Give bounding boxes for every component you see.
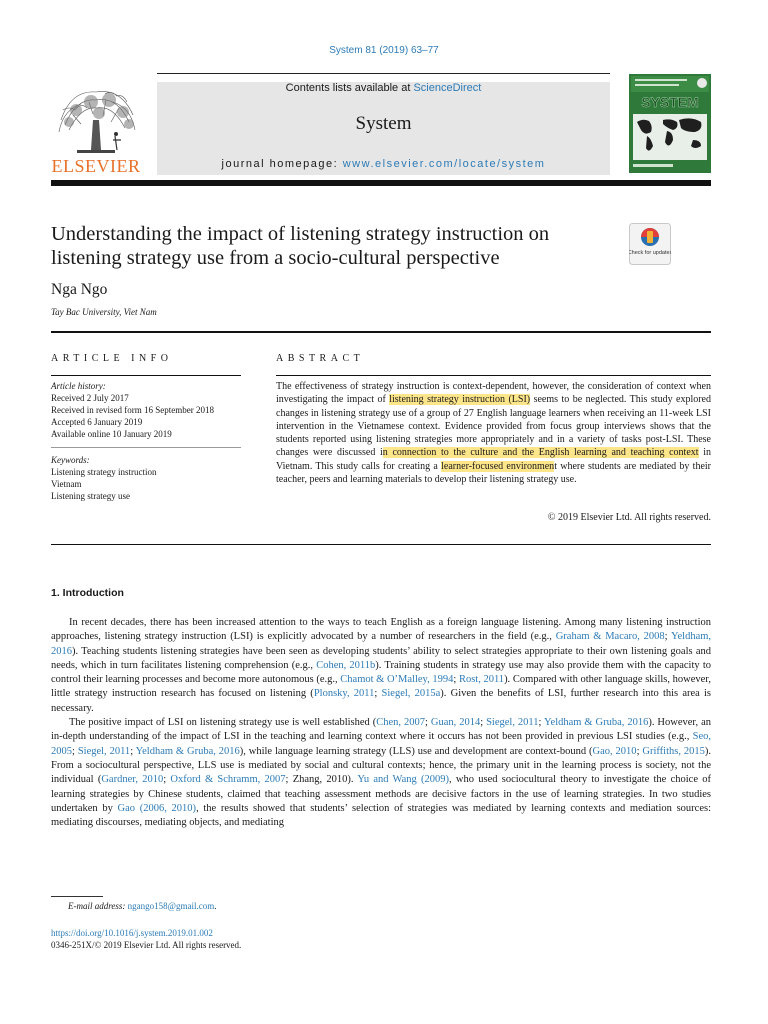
contents-line bbox=[157, 82, 610, 94]
text-run: ). Teaching students listening strategies have been seen as developing students’ ability to select strategies appropriate to their own listening goals and needs, which in turn facilitates listening comprehension (e.g., bbox=[51, 645, 711, 671]
text-run: ; bbox=[425, 717, 431, 729]
title-bottom-rule bbox=[51, 331, 711, 333]
abstract-segment: t where students are mediated by their teacher, peers and learning materials to develop their listening strategy use. bbox=[276, 460, 712, 486]
cover-title: SYSTEM bbox=[641, 94, 699, 110]
journal-homepage-line bbox=[157, 158, 610, 170]
text-run: ; bbox=[130, 745, 136, 757]
citation-link[interactable]: Griffiths, 2015 bbox=[642, 745, 705, 757]
keywords-heading: Keywords: bbox=[51, 455, 90, 465]
journal-name: System bbox=[355, 113, 412, 134]
highlight-environment[interactable]: learner-focused environmen bbox=[441, 460, 555, 472]
keyword-item: Listening strategy instruction bbox=[51, 467, 157, 477]
contents-text: Contents lists available at bbox=[285, 82, 414, 94]
text-run: ; bbox=[374, 688, 382, 700]
citation-link[interactable]: Rost, 2011 bbox=[458, 674, 505, 686]
journal-cover-icon bbox=[629, 74, 711, 173]
journal-citation[interactable]: System 81 (2019) 63–77 bbox=[329, 45, 439, 56]
email-label: E-mail address: bbox=[68, 901, 128, 911]
email-end: . bbox=[214, 901, 217, 911]
doi-link-line bbox=[51, 928, 213, 938]
citation-link[interactable]: Yeldham & Gruba, 2016 bbox=[544, 717, 649, 729]
text-run: ). Given the benefits of LSI, further research into this area is necessary. bbox=[51, 688, 712, 714]
citation-link[interactable]: Chamot & O’Malley, 1994 bbox=[340, 674, 454, 686]
author-email-line bbox=[68, 901, 216, 911]
introduction-heading: 1. Introduction bbox=[51, 587, 124, 599]
citation-link[interactable]: Siegel, 2011 bbox=[77, 745, 131, 757]
citation-link[interactable]: Guan, 2014 bbox=[430, 717, 481, 729]
citation-link[interactable]: Plonsky, 2011 bbox=[313, 688, 375, 700]
author-email-link[interactable]: ngango158@gmail.com bbox=[127, 901, 215, 911]
abstract-copyright: © 2019 Elsevier Ltd. All rights reserved. bbox=[547, 512, 711, 523]
abstract-label: ABSTRACT bbox=[276, 353, 365, 364]
text-run: ; bbox=[538, 717, 544, 729]
author-name[interactable]: Nga Ngo bbox=[51, 281, 108, 298]
citation-link[interactable]: Chen, 2007 bbox=[376, 717, 425, 729]
citation-link[interactable]: Cohen, 2011b bbox=[316, 659, 376, 671]
text-run: ; bbox=[480, 717, 487, 729]
text-run: ). From a sociocultural perspective, LLS use is mediated by social and cultural contexts; hence, the primary unit in the learning process is society, not the individual ( bbox=[51, 745, 711, 786]
footnote-rule bbox=[51, 896, 103, 897]
text-run: ), while language learning strategy (LLS) use and development are context-bound ( bbox=[239, 745, 593, 757]
abstract-segment: in Vietnam. This study calls for creating a bbox=[276, 447, 711, 472]
history-heading: Article history: bbox=[51, 381, 106, 391]
keyword-item: Listening strategy use bbox=[51, 491, 130, 501]
history-received: Received 2 July 2017 bbox=[51, 393, 129, 403]
keywords-block bbox=[51, 454, 241, 502]
abstract-bottom-rule bbox=[51, 544, 711, 545]
citation-link[interactable]: Oxford & Schramm, 2007 bbox=[170, 774, 286, 786]
crossmark-text: Check for updates bbox=[629, 250, 671, 256]
citation-link[interactable]: Yeldham, 2016 bbox=[51, 631, 712, 657]
sciencedirect-link[interactable]: ScienceDirect bbox=[413, 82, 482, 94]
history-revised: Received in revised form 16 September 2018 bbox=[51, 405, 214, 415]
author-affiliation: Tay Bac University, Viet Nam bbox=[51, 307, 157, 317]
text-run: ; bbox=[636, 745, 643, 757]
keywords-rule bbox=[51, 447, 241, 448]
citation-link[interactable]: Graham & Macaro, 2008 bbox=[555, 631, 665, 643]
intro-paragraph-2 bbox=[51, 716, 711, 830]
keyword-item: Vietnam bbox=[51, 479, 82, 489]
citation-link[interactable]: Gao (2006, 2010) bbox=[117, 802, 197, 814]
article-info-rule bbox=[51, 375, 241, 376]
highlight-lsi[interactable]: listening strategy instruction (LSI) bbox=[389, 394, 531, 406]
crossmark-icon bbox=[629, 223, 671, 265]
intro-paragraph-1 bbox=[51, 616, 711, 716]
citation-link[interactable]: Gao, 2010 bbox=[592, 745, 637, 757]
highlight-context[interactable]: n connection to the culture and the English learning and teaching context bbox=[382, 447, 699, 459]
text-run: ; bbox=[453, 674, 459, 686]
text-run: ). However, an in-depth understanding of the impact of LSI in the teaching and learning context where it occurs has not been provided in previous LSI studies (e.g., bbox=[51, 717, 711, 743]
doi-link[interactable]: https://doi.org/10.1016/j.system.2019.01.002 bbox=[51, 928, 213, 938]
text-run: ; bbox=[72, 745, 78, 757]
check-for-updates-badge[interactable] bbox=[629, 223, 671, 265]
article-title: Understanding the impact of listening strategy instruction on listening strategy use from a socio-cultural perspective bbox=[51, 223, 550, 269]
issn-copyright: 0346-251X/© 2019 Elsevier Ltd. All rights reserved. bbox=[51, 940, 242, 950]
abstract-segment: seems to be neglected. This study explored changes in listening strategy use of a group of 27 English language learners when receiving an 11-week LSI intervention in the Vietnamese context. Evidence provided from focus group interviews shows that the students reported using listening strategies more appropriately and in a variety of tasks post-LSI. These changes were discussed i bbox=[276, 394, 712, 459]
citation-link[interactable]: Gardner, 2010 bbox=[101, 774, 164, 786]
text-run: In recent decades, there has been increased attention to the ways to teach English as a foreign language listening. Among many listening instruction approaches, listening strategy instruction (LSI) is explicitly advocated by a number of researchers in the field (e.g., bbox=[51, 617, 711, 643]
text-run: ; bbox=[664, 631, 671, 643]
abstract-rule bbox=[276, 375, 711, 376]
header-bottom-rule bbox=[51, 180, 711, 186]
text-run: ; bbox=[163, 774, 171, 786]
citation-link[interactable]: Siegel, 2011 bbox=[486, 717, 539, 729]
abstract-text bbox=[276, 380, 711, 486]
article-info-label: ARTICLE INFO bbox=[51, 353, 173, 364]
citation-link[interactable]: Siegel, 2015a bbox=[381, 688, 441, 700]
text-run: , the results showed that students’ selection of strategies was mediated by learning contexts and mediation sources: mediating discourses, mediating objects, and mediating bbox=[51, 802, 711, 829]
publisher-wordmark: ELSEVIER bbox=[51, 156, 141, 176]
text-run: The positive impact of LSI on listening strategy use is well established ( bbox=[69, 717, 377, 729]
introduction-body bbox=[51, 616, 711, 830]
elsevier-logo bbox=[51, 80, 141, 175]
homepage-link[interactable]: www.elsevier.com/locate/system bbox=[342, 158, 546, 170]
homepage-label: journal homepage: bbox=[221, 158, 343, 170]
citation-link[interactable]: Yu and Wang (2009) bbox=[357, 774, 450, 786]
citation-link[interactable]: Yeldham & Gruba, 2016 bbox=[135, 745, 240, 757]
header-top-rule bbox=[157, 73, 610, 74]
journal-cover-thumbnail[interactable] bbox=[629, 74, 711, 173]
history-online: Available online 10 January 2019 bbox=[51, 429, 172, 439]
text-run: , who used sociocultural theory to investigate the choice of learning strategies by Chinese students, claimed that teaching assessment methods are decisive factors in the use of learning strategies. In two studies undertaken by bbox=[51, 774, 711, 814]
article-history bbox=[51, 380, 241, 440]
history-accepted: Accepted 6 January 2019 bbox=[51, 417, 143, 427]
abstract-segment: The effectiveness of strategy instruction is context-dependent, however, the consideration of context when investigating the impact of bbox=[276, 381, 711, 406]
text-run: ; Zhang, 2010). bbox=[285, 774, 358, 786]
text-run: ). Training students in strategy use may also provide them with the capacity to control their learning processes and become more autonomous (e.g., bbox=[51, 659, 711, 686]
citation-link[interactable]: Seo, 2005 bbox=[51, 731, 711, 757]
text-run: ). Compared with other language skills, however, little strategy instruction research has focused on listening ( bbox=[51, 674, 711, 700]
